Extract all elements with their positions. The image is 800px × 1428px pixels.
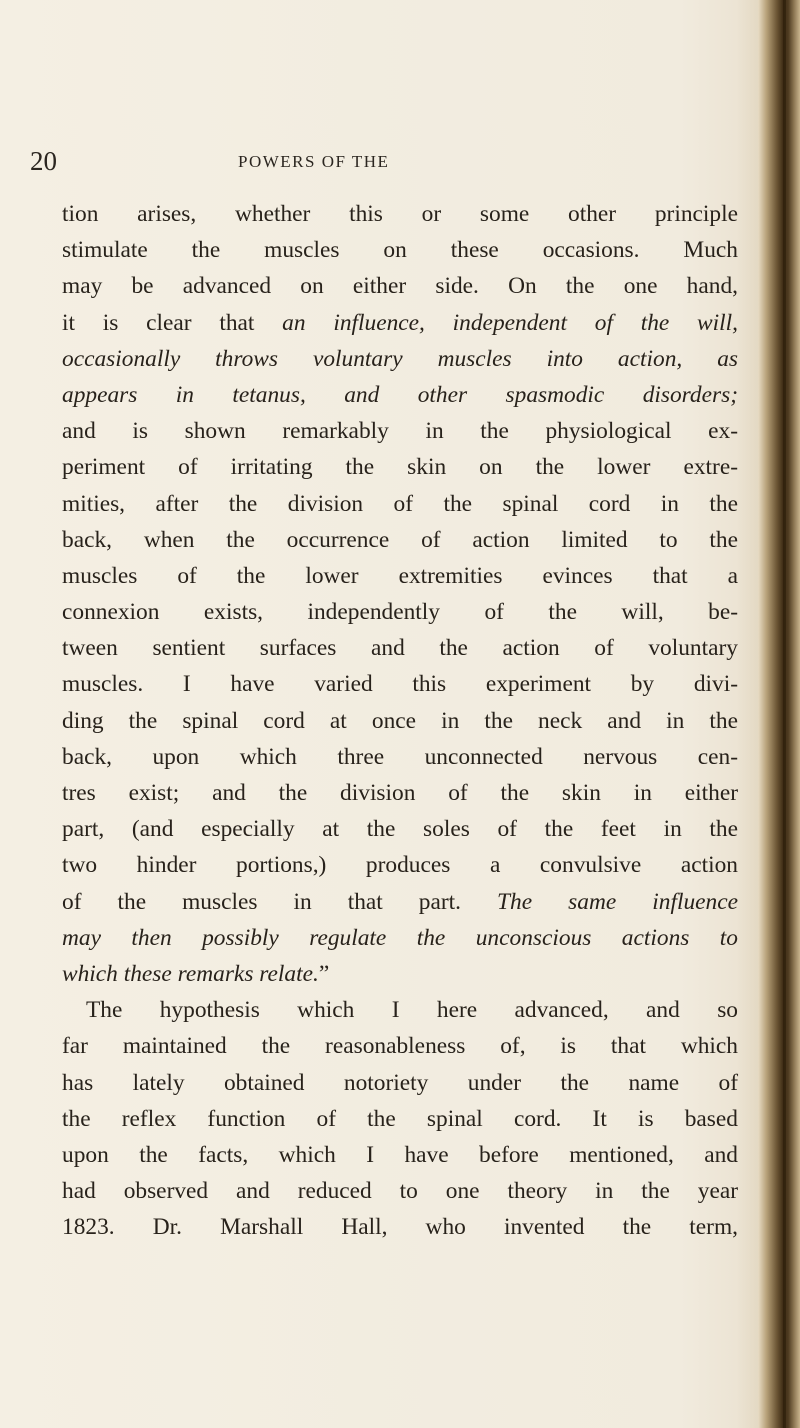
italic-text: which these remarks relate. <box>62 960 319 987</box>
text-line <box>62 1065 738 1101</box>
text-segment: muscles of the lower extremities evinces that a <box>62 562 738 589</box>
text-line <box>62 703 738 739</box>
text-segment: The hypothesis which I here advanced, and so <box>86 997 738 1024</box>
italic-text: occasionally throws voluntary muscles into action, as <box>62 345 738 372</box>
text-line <box>62 486 738 522</box>
book-spine-edge <box>758 0 800 1428</box>
text-line <box>62 522 738 558</box>
text-line <box>62 1173 738 1209</box>
text-line <box>62 956 738 992</box>
text-line <box>62 449 738 485</box>
text-segment: muscles. I have varied this experiment by divi- <box>62 671 738 698</box>
text-segment: ” <box>318 960 330 987</box>
text-line <box>62 413 738 449</box>
text-segment: connexion exists, independently of the will, be- <box>62 599 738 626</box>
text-segment: two hinder portions,) produces a convulsive action <box>62 852 738 879</box>
italic-text: may then possibly regulate the unconscious actions to <box>62 924 738 951</box>
text-line <box>62 847 738 883</box>
text-segment: it is clear that <box>62 309 283 336</box>
text-line <box>62 1028 738 1064</box>
text-line <box>62 232 738 268</box>
text-segment: mities, after the division of the spinal cord in the <box>62 490 738 517</box>
text-segment: back, when the occurrence of action limited to the <box>62 526 738 553</box>
page-number: 20 <box>30 146 57 176</box>
text-line <box>62 884 738 920</box>
text-line <box>62 1209 738 1245</box>
text-segment: part, (and especially at the soles of the feet in the <box>62 816 738 843</box>
text-segment: may be advanced on either side. On the one hand, <box>62 273 738 300</box>
text-line <box>62 594 738 630</box>
text-segment: periment of irritating the skin on the lower extre- <box>62 454 738 481</box>
text-segment: ding the spinal cord at once in the neck and in the <box>62 707 738 734</box>
text-line <box>62 196 738 232</box>
text-segment: had observed and reduced to one theory in the year <box>62 1178 738 1205</box>
text-segment: has lately obtained notoriety under the name of <box>62 1069 738 1096</box>
text-line <box>62 377 738 413</box>
italic-text: appears in tetanus, and other spasmodic disorders; <box>62 381 738 408</box>
text-segment: 1823. Dr. Marshall Hall, who invented the term, <box>62 1214 738 1241</box>
text-line <box>62 558 738 594</box>
text-line <box>62 992 738 1028</box>
text-line <box>62 775 738 811</box>
text-segment: tion arises, whether this or some other principle <box>62 201 738 227</box>
text-line <box>62 341 738 377</box>
text-line <box>62 739 738 775</box>
italic-text: an influence, independent of the will, <box>282 309 738 336</box>
text-line <box>62 811 738 847</box>
italic-text: The same influence <box>497 888 738 915</box>
text-line <box>62 630 738 666</box>
text-line <box>62 268 738 304</box>
text-segment: tres exist; and the division of the skin in either <box>62 780 738 806</box>
text-line <box>62 666 738 702</box>
text-line <box>62 920 738 956</box>
text-line <box>62 1101 738 1137</box>
body-text <box>62 196 738 1245</box>
running-head: POWERS OF THE <box>238 152 390 171</box>
text-segment: the reflex function of the spinal cord. It is based <box>62 1105 738 1132</box>
text-segment: stimulate the muscles on these occasions. Much <box>62 237 738 264</box>
text-segment: far maintained the reasonableness of, is that which <box>62 1033 738 1060</box>
text-segment: of the muscles in that part. <box>62 888 498 915</box>
page-header <box>30 146 730 180</box>
text-segment: and is shown remarkably in the physiological ex- <box>62 418 738 445</box>
text-segment: upon the facts, which I have before mentioned, and <box>62 1141 738 1168</box>
text-segment: back, upon which three unconnected nervous cen- <box>62 743 738 770</box>
text-line <box>62 305 738 341</box>
text-segment: tween sentient surfaces and the action of voluntary <box>62 635 738 662</box>
text-line <box>62 1137 738 1173</box>
spine-shadow <box>783 0 786 1428</box>
